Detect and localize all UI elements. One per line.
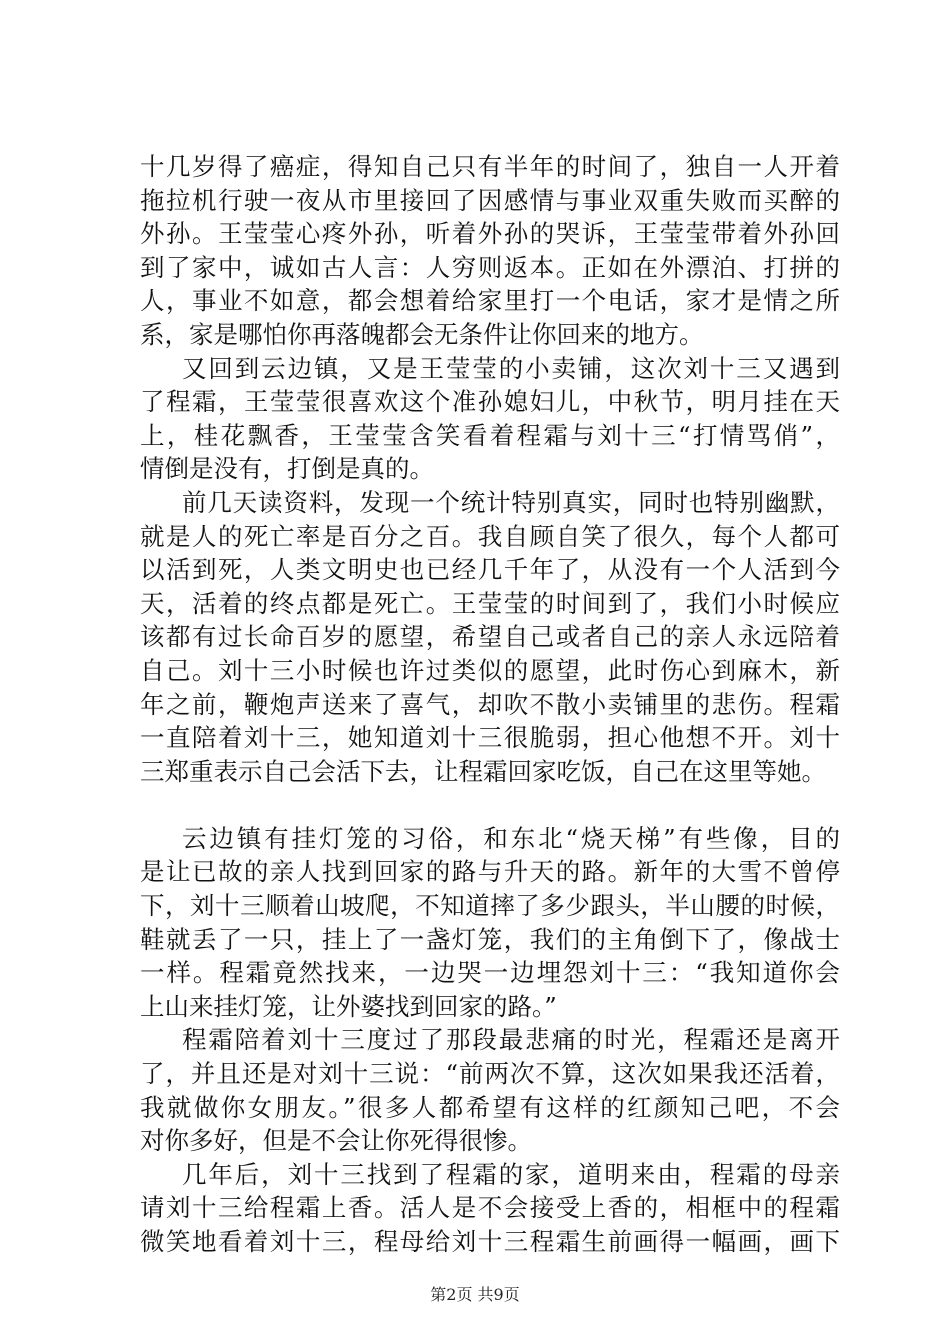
text-line: 一样。程霜竟然找来，一边哭一边埋怨刘十三：“我知道你会 (140, 958, 840, 988)
text-line: 三郑重表示自己会活下去，让程霜回家吃饭，自己在这里等她。 (140, 756, 826, 786)
paragraph (140, 352, 840, 486)
text-line: 了，并且还是对刘十三说：“前两次不算，这次如果我还活着， (140, 1059, 840, 1089)
text-line: 十几岁得了癌症，得知自己只有半年的时间了，独自一人开着 (140, 152, 840, 181)
text-line: 上山来挂灯笼，让外婆找到回家的路。” (140, 991, 557, 1021)
text-line: 外孙。王莹莹心疼外孙，听着外孙的哭诉，王莹莹带着外孙回 (140, 219, 840, 249)
text-line: 天，活着的终点都是死亡。王莹莹的时间到了，我们小时候应 (140, 588, 840, 618)
paragraph-gap (140, 788, 840, 822)
text-line: 上，桂花飘香，王莹莹含笑看着程霜与刘十三“打情骂俏”， (140, 420, 840, 450)
body-text (140, 150, 840, 1259)
text-line: 拖拉机行驶一夜从市里接回了因感情与事业双重失败而买醉的 (140, 185, 840, 215)
text-line: 自己。刘十三小时候也许过类似的愿望，此时伤心到麻木，新 (140, 655, 840, 685)
page-footer: 第2页 共9页 (430, 1285, 520, 1304)
text-line: 几年后，刘十三找到了程霜的家，道明来由，程霜的母亲 (182, 1159, 840, 1189)
paragraph (140, 1023, 840, 1157)
text-line: 程霜陪着刘十三度过了那段最悲痛的时光，程霜还是离开 (182, 1025, 840, 1055)
text-line: 请刘十三给程霜上香。活人是不会接受上香的，相框中的程霜 (140, 1193, 840, 1223)
text-line: 系，家是哪怕你再落魄都会无条件让你回来的地方。 (140, 319, 704, 349)
paragraph (140, 150, 840, 352)
text-line: 到了家中，诚如古人言：人穷则返本。正如在外漂泊、打拼的 (140, 252, 840, 282)
text-line: 鞋就丢了一只，挂上了一盏灯笼，我们的主角倒下了，像战士 (140, 924, 840, 954)
text-line: 微笑地看着刘十三，程母给刘十三程霜生前画得一幅画，画下 (140, 1227, 840, 1256)
text-line: 下，刘十三顺着山坡爬，不知道摔了多少跟头，半山腰的时候， (140, 891, 840, 921)
text-line: 情倒是没有，打倒是真的。 (140, 454, 434, 484)
text-line: 人，事业不如意，都会想着给家里打一个电话，家才是情之所 (140, 286, 840, 316)
paragraph (140, 822, 840, 1024)
text-line: 以活到死，人类文明史也已经几千年了，从没有一个人活到今 (140, 555, 840, 585)
paragraph (140, 1158, 840, 1259)
text-line: 又回到云边镇，又是王莹莹的小卖铺，这次刘十三又遇到 (182, 353, 840, 383)
text-line: 前几天读资料，发现一个统计特别真实，同时也特别幽默， (182, 487, 840, 517)
text-line: 对你多好，但是不会让你死得很惨。 (140, 1126, 532, 1156)
text-line: 就是人的死亡率是百分之百。我自顾自笑了很久，每个人都可 (140, 521, 840, 551)
text-line: 是让已故的亲人找到回家的路与升天的路。新年的大雪不曾停 (140, 857, 840, 887)
text-line: 云边镇有挂灯笼的习俗，和东北“烧天梯”有些像，目的 (182, 823, 840, 853)
text-line: 一直陪着刘十三，她知道刘十三很脆弱，担心他想不开。刘十 (140, 723, 840, 753)
text-line: 了程霜，王莹莹很喜欢这个准孙媳妇儿，中秋节，明月挂在天 (140, 387, 840, 417)
text-line: 该都有过长命百岁的愿望，希望自己或者自己的亲人永远陪着 (140, 622, 840, 652)
paragraph (140, 486, 840, 788)
text-line: 我就做你女朋友。”很多人都希望有这样的红颜知己吧，不会 (140, 1092, 840, 1122)
text-line: 年之前，鞭炮声送来了喜气，却吹不散小卖铺里的悲伤。程霜 (140, 689, 840, 719)
